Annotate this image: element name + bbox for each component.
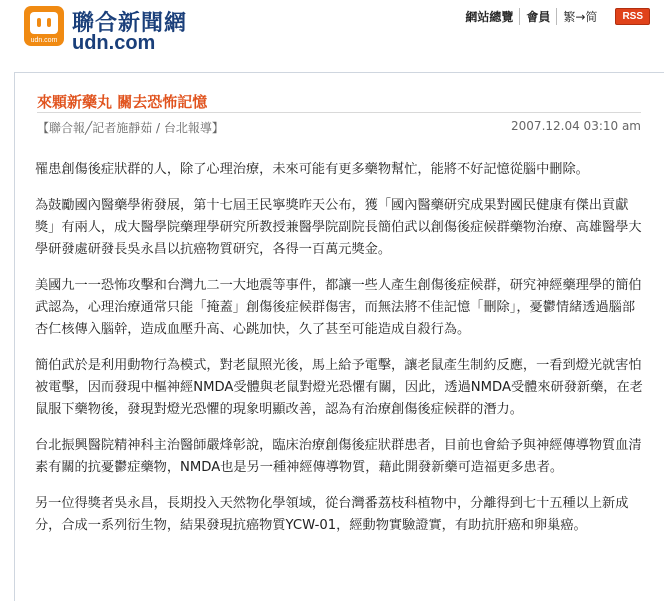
article-paragraph: 為鼓勵國內醫藥學術發展，第十七屆王民寧獎昨天公布，獲「國內醫藥研究成果對國民健康有傑出貢獻獎」有兩人，成大醫學院藥理學研究所教授兼醫學院副院長簡伯武以創傷後症候群藥物治療、高雄醫學大學研發處研發長吳永昌以抗癌物質研究，各得一百萬元獎金。 — [35, 198, 642, 257]
article-card — [14, 72, 664, 601]
article-paragraph: 罹患創傷後症狀群的人，除了心理治療，未來可能有更多藥物幫忙，能將不好記憶從腦中刪除。 — [35, 162, 589, 177]
article-meta — [37, 115, 641, 137]
article-paragraph: 台北振興醫院精神科主治醫師嚴烽彰說，臨床治療創傷後症狀群患者，目前也會給予與神經傳導物質血清素有關的抗憂鬱症藥物，NMDA也是另一種神經傳導物質，藉此開發新藥可造福更多患者。 — [35, 438, 642, 475]
article-paragraph: 美國九一一恐怖攻擊和台灣九二一大地震等事件，都讓一些人產生創傷後症候群，研究神經藥理學的簡伯武認為，心理治療通常只能「掩蓋」創傷後症候群傷害，而無法將不佳記憶「刪除」，憂鬱情緒透過腦部杏仁核傳入腦幹，造成血壓升高、心跳加快，久了甚至可能造成自殺行為。 — [35, 278, 642, 337]
logo-tag: udn.com — [30, 37, 58, 44]
article-title-bar — [37, 91, 641, 113]
udn-logo[interactable] — [24, 4, 224, 54]
nav-site-overview[interactable]: 網站總覽 — [459, 8, 520, 25]
logo-chinese-name: 聯合新聞網 — [72, 11, 188, 36]
article-paragraph: 另一位得獎者吳永昌，長期投入天然物化學領域，從台灣番荔枝科植物中，分離得到七十五種以上新成分，合成一系列衍生物，結果發現抗癌物質YCW-01，經動物實驗證實，有助抗肝癌和卵巢癌。 — [35, 496, 629, 533]
udn-logo-icon — [24, 6, 64, 46]
nav-trad-simp-toggle[interactable]: 繁→简 — [563, 9, 598, 24]
nav-member[interactable]: 會員 — [520, 8, 557, 25]
article-date: 2007.12.04 03:10 am — [511, 119, 641, 133]
article-paragraph: 簡伯武於是利用動物行為模式，對老鼠照光後，馬上給予電擊，讓老鼠產生制約反應，一看到燈光就害怕被電擊，因而發現中樞神經NMDA受體與老鼠對燈光恐懼有關，因此，透過NMDA受體來研發新藥，在老鼠服下藥物後，發現對燈光恐懼的現象明顯改善，認為有治療創傷後症候群的潛力。 — [35, 358, 643, 417]
site-header — [0, 0, 664, 56]
top-navigation — [459, 6, 650, 26]
article-byline: 【聯合報╱記者施靜茹 / 台北報導】 — [37, 121, 224, 135]
article-title: 來顆新藥丸 關去恐怖記憶 — [37, 93, 208, 111]
rss-button[interactable]: RSS — [615, 8, 650, 25]
article-body — [35, 159, 645, 551]
logo-english-name: udn.com — [72, 32, 156, 54]
